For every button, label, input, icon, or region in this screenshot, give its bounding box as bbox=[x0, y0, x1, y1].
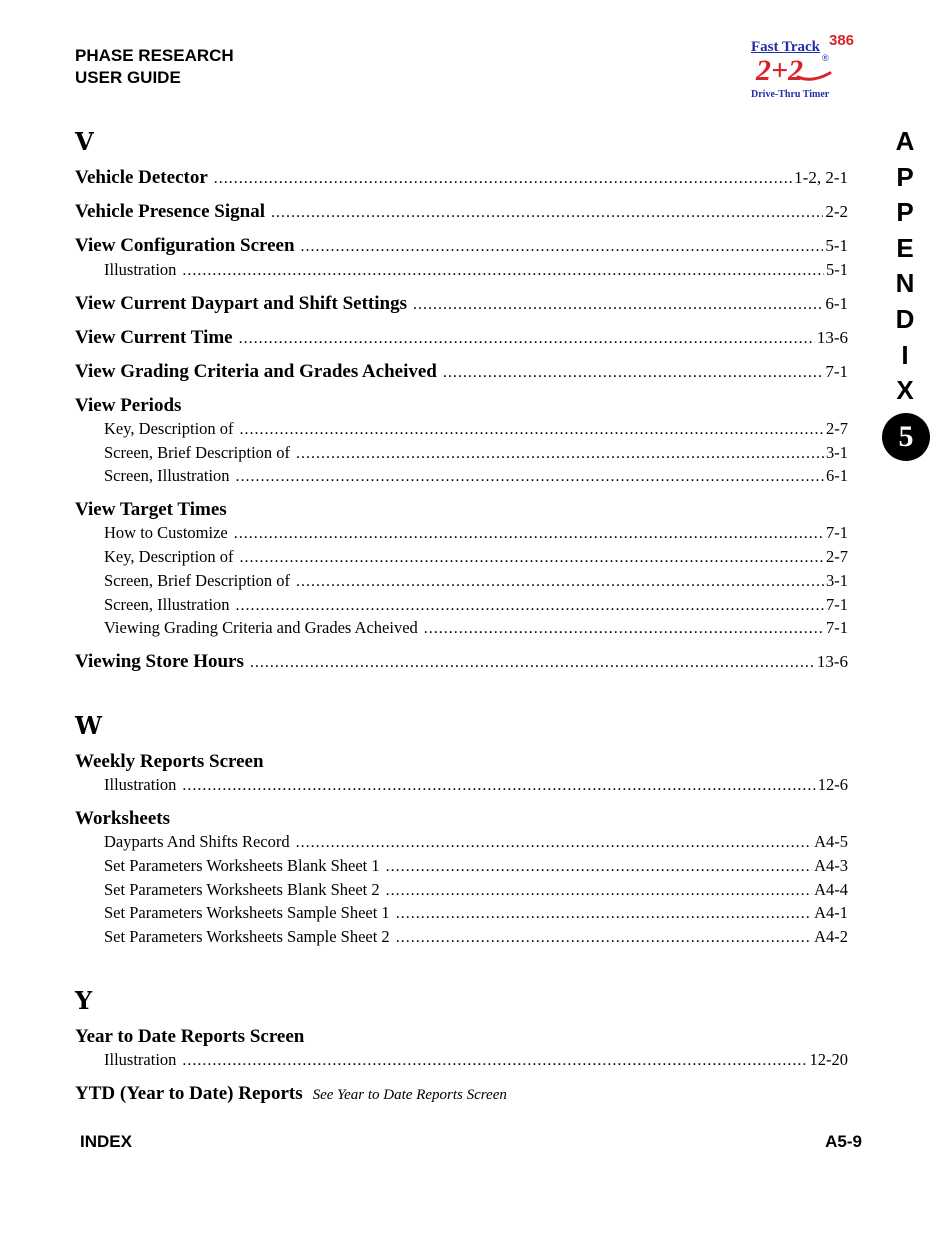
entry-term: Viewing Store Hours bbox=[75, 651, 244, 673]
page-reference: 2-7 bbox=[826, 546, 848, 566]
index-subentry bbox=[75, 1049, 848, 1073]
page-reference: 2-7 bbox=[826, 418, 848, 438]
page-reference: 2-2 bbox=[825, 202, 848, 221]
dot-leader bbox=[239, 327, 815, 351]
logo-2plus2-mark-icon bbox=[754, 53, 834, 87]
index-entry bbox=[75, 360, 848, 385]
section-letter-heading: Y bbox=[75, 985, 93, 1015]
dot-leader bbox=[182, 1050, 807, 1073]
index-subentry bbox=[75, 879, 848, 903]
subentry-term: Dayparts And Shifts Record bbox=[104, 831, 290, 851]
appendix-letter: E bbox=[896, 232, 914, 263]
page-reference: 3-1 bbox=[826, 570, 848, 590]
index-entry bbox=[75, 750, 848, 774]
logo-tagline: Drive-Thru Timer bbox=[751, 89, 830, 100]
page-reference: 5-1 bbox=[826, 260, 848, 279]
dot-leader bbox=[396, 903, 812, 926]
index-subentry bbox=[75, 418, 848, 442]
subentry-term: Viewing Grading Criteria and Grades Acheived bbox=[104, 618, 418, 638]
page-reference: 7-1 bbox=[826, 594, 848, 614]
logo-registered: ® bbox=[822, 53, 829, 63]
entry-term: Weekly Reports Screen bbox=[75, 751, 264, 773]
index-entry bbox=[75, 326, 848, 351]
dot-leader bbox=[182, 260, 824, 283]
index-entry bbox=[75, 394, 848, 418]
page-reference: A4-4 bbox=[814, 879, 848, 899]
page-reference: 7-1 bbox=[826, 618, 848, 638]
index-subentry bbox=[75, 570, 848, 594]
page-reference: 13-6 bbox=[816, 327, 848, 347]
subentry-term: Screen, Brief Description of bbox=[104, 442, 291, 462]
page-reference: 1-2, 2-1 bbox=[794, 168, 848, 187]
appendix-letter: P bbox=[896, 161, 914, 192]
entry-term: View Current Time bbox=[75, 326, 233, 348]
index-entry bbox=[75, 166, 848, 191]
dot-leader bbox=[236, 595, 824, 618]
dot-leader bbox=[296, 832, 812, 855]
logo-brand: Fast Track bbox=[751, 39, 821, 55]
subentry-term: Set Parameters Worksheets Sample Sheet 1 bbox=[104, 903, 390, 923]
dot-leader bbox=[424, 618, 824, 641]
dot-leader bbox=[236, 466, 824, 489]
subentry-term: Key, Description of bbox=[104, 418, 234, 438]
dot-leader bbox=[386, 856, 812, 879]
dot-leader bbox=[396, 927, 812, 950]
appendix-letter: D bbox=[895, 303, 915, 334]
page-reference: A4-1 bbox=[814, 903, 848, 923]
index-subentry bbox=[75, 522, 848, 546]
entry-term: YTD (Year to Date) Reports bbox=[75, 1082, 303, 1104]
index-entry bbox=[75, 234, 848, 259]
subentry-term: Illustration bbox=[104, 1049, 177, 1069]
dot-leader bbox=[296, 571, 824, 594]
index-subentry bbox=[75, 259, 848, 283]
index-subentry bbox=[75, 617, 848, 641]
footer-section: INDEX bbox=[80, 1132, 132, 1151]
appendix-letter: P bbox=[896, 197, 914, 228]
entry-term: View Target Times bbox=[75, 499, 227, 521]
subentry-term: Set Parameters Worksheets Blank Sheet 2 bbox=[104, 879, 380, 899]
entry-term: Worksheets bbox=[75, 807, 170, 829]
page-reference: A4-2 bbox=[814, 927, 848, 947]
index-entry bbox=[75, 498, 848, 522]
page-reference: A4-5 bbox=[814, 831, 848, 851]
dot-leader bbox=[296, 443, 824, 466]
dot-leader bbox=[182, 775, 815, 798]
index-subentry bbox=[75, 902, 848, 926]
index-subentry bbox=[75, 855, 848, 879]
dot-leader bbox=[250, 651, 815, 675]
appendix-letter: X bbox=[896, 375, 914, 406]
appendix-letter: I bbox=[901, 339, 909, 370]
header-line-2: USER GUIDE bbox=[75, 68, 181, 87]
fast-track-logo bbox=[751, 33, 861, 103]
entry-term: Vehicle Presence Signal bbox=[75, 201, 265, 222]
page-reference: 6-1 bbox=[825, 293, 848, 313]
entry-term: View Configuration Screen bbox=[75, 235, 295, 256]
page-reference: 12-6 bbox=[817, 775, 848, 795]
page-reference: 3-1 bbox=[826, 442, 848, 462]
dot-leader bbox=[240, 547, 824, 570]
dot-leader bbox=[386, 880, 812, 903]
index-entry bbox=[75, 200, 848, 225]
subentry-term: Set Parameters Worksheets Blank Sheet 1 bbox=[104, 855, 380, 875]
page-reference: 12-20 bbox=[809, 1049, 848, 1069]
header-line-1: PHASE RESEARCH bbox=[75, 46, 234, 65]
dot-leader bbox=[413, 293, 823, 317]
appendix-letter: N bbox=[895, 268, 915, 299]
subentry-term: How to Customize bbox=[104, 523, 228, 543]
section-letter-heading: W bbox=[75, 711, 102, 741]
subentry-term: Screen, Illustration bbox=[104, 594, 230, 614]
dot-leader bbox=[443, 361, 823, 385]
subentry-term: Set Parameters Worksheets Sample Sheet 2 bbox=[104, 927, 390, 947]
index-content bbox=[75, 127, 848, 1107]
page-reference: A4-3 bbox=[814, 855, 848, 875]
index-subentry bbox=[75, 926, 848, 950]
subentry-term: Illustration bbox=[104, 260, 177, 279]
subentry-term: Screen, Brief Description of bbox=[104, 570, 291, 590]
dot-leader bbox=[271, 201, 823, 225]
page-reference: 7-1 bbox=[826, 523, 848, 543]
page-reference: 5-1 bbox=[825, 236, 848, 255]
index-entry bbox=[75, 1082, 848, 1107]
see-reference: See Year to Date Reports Screen bbox=[312, 1086, 507, 1103]
subentry-term: Screen, Illustration bbox=[104, 466, 230, 486]
entry-term: Vehicle Detector bbox=[75, 167, 208, 188]
dot-leader bbox=[234, 523, 824, 546]
logo-mark-text: 2+2 bbox=[756, 54, 804, 87]
logo-number: 386 bbox=[829, 32, 855, 49]
index-entry bbox=[75, 650, 848, 675]
entry-term: Year to Date Reports Screen bbox=[75, 1025, 305, 1047]
entry-term: View Current Daypart and Shift Settings bbox=[75, 292, 407, 314]
index-entry bbox=[75, 1025, 848, 1049]
subentry-term: Key, Description of bbox=[104, 546, 234, 566]
entry-term: View Periods bbox=[75, 394, 182, 416]
appendix-vertical-label bbox=[885, 124, 925, 409]
index-entry bbox=[75, 292, 848, 317]
index-subentry bbox=[75, 546, 848, 570]
footer-page-number: A5-9 bbox=[825, 1132, 862, 1151]
index-subentry bbox=[75, 465, 848, 489]
dot-leader bbox=[214, 167, 792, 191]
document-header bbox=[75, 45, 234, 89]
page-reference: 13-6 bbox=[816, 652, 848, 672]
index-subentry bbox=[75, 594, 848, 618]
entry-term: View Grading Criteria and Grades Acheived bbox=[75, 360, 437, 382]
subentry-term: Illustration bbox=[104, 775, 177, 795]
appendix-letter: A bbox=[895, 126, 915, 156]
index-subentry bbox=[75, 442, 848, 466]
appendix-number-badge: 5 bbox=[882, 413, 930, 461]
dot-leader bbox=[301, 235, 824, 259]
section-letter-heading: V bbox=[75, 127, 94, 156]
index-subentry bbox=[75, 774, 848, 798]
page-reference: 7-1 bbox=[825, 361, 848, 381]
dot-leader bbox=[240, 419, 824, 442]
page-reference: 6-1 bbox=[826, 466, 848, 486]
index-entry bbox=[75, 807, 848, 831]
index-subentry bbox=[75, 831, 848, 855]
